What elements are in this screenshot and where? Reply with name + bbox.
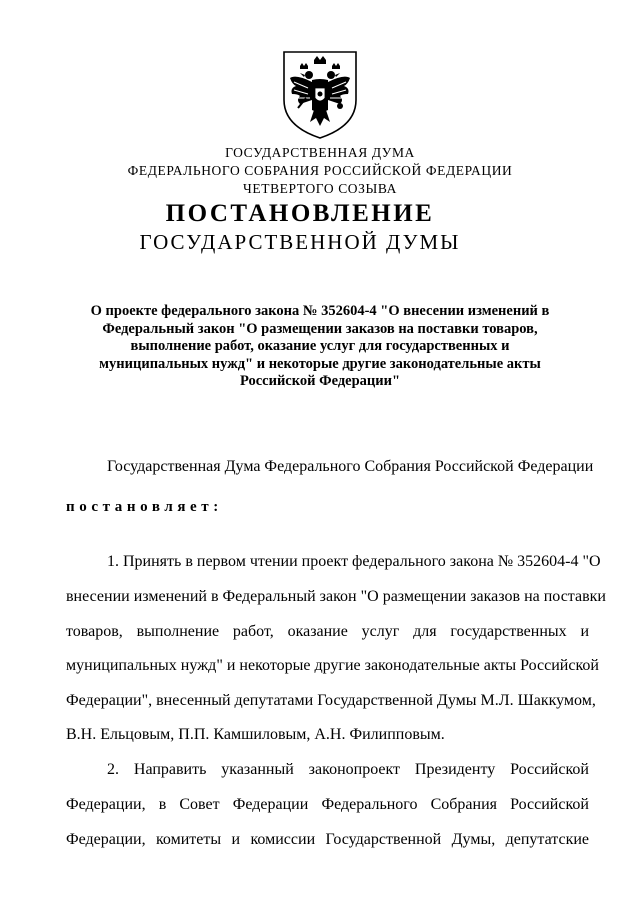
item1-line: 1. Принять в первом чтении проект федерального закона № 352604-4 "О (107, 553, 601, 570)
coat-of-arms-icon (276, 48, 364, 140)
subject-line: выполнение работ, оказание услуг для государственных и (130, 338, 510, 354)
item2-line: 2. Направить указанный законопроект Президенту Российской (107, 761, 589, 778)
item2-line: Федерации, в Совет Федерации Федерального Собрания Российской (66, 796, 589, 813)
convocation: ЧЕТВЕРТОГО СОЗЫВА (243, 181, 397, 196)
subject-line: Российской Федерации" (239, 373, 401, 389)
document-subtitle: ГОСУДАРСТВЕННОЙ ДУМЫ (139, 230, 461, 254)
subject-line: Федеральный закон "О размещении заказов на поставки товаров, (102, 320, 538, 337)
item1-line: Федерации", внесенный депутатами Государственной Думы М.Л. Шаккумом, (66, 692, 596, 709)
item1-line: В.Н. Ельцовым, П.П. Камшиловым, А.Н. Филипповым. (66, 726, 445, 743)
resolves-word: постановляет: (66, 499, 223, 515)
intro-paragraph: Государственная Дума Федерального Собрания Российской Федерации (107, 458, 594, 475)
document-title: ПОСТАНОВЛЕНИЕ (165, 200, 435, 227)
item1-line: муниципальных нужд" и некоторые другие законодательные акты Российской (66, 657, 599, 674)
item1-line: товаров, выполнение работ, оказание услуг для государственных и (66, 623, 589, 640)
resolution-subject (70, 303, 570, 391)
subject-line: О проекте федерального закона № 352604-4 "О внесении изменений в (90, 303, 550, 319)
subject-line: муниципальных нужд" и некоторые другие законодательные акты (99, 355, 541, 372)
parliament-name: ГОСУДАРСТВЕННАЯ ДУМА (225, 145, 415, 160)
assembly-name: ФЕДЕРАЛЬНОГО СОБРАНИЯ РОССИЙСКОЙ ФЕДЕРАЦИИ (127, 163, 513, 178)
item1-line: внесении изменений в Федеральный закон "О размещении заказов на поставки (66, 588, 606, 605)
item2-line: Федерации, комитеты и комиссии Государственной Думы, депутатские (66, 831, 589, 848)
